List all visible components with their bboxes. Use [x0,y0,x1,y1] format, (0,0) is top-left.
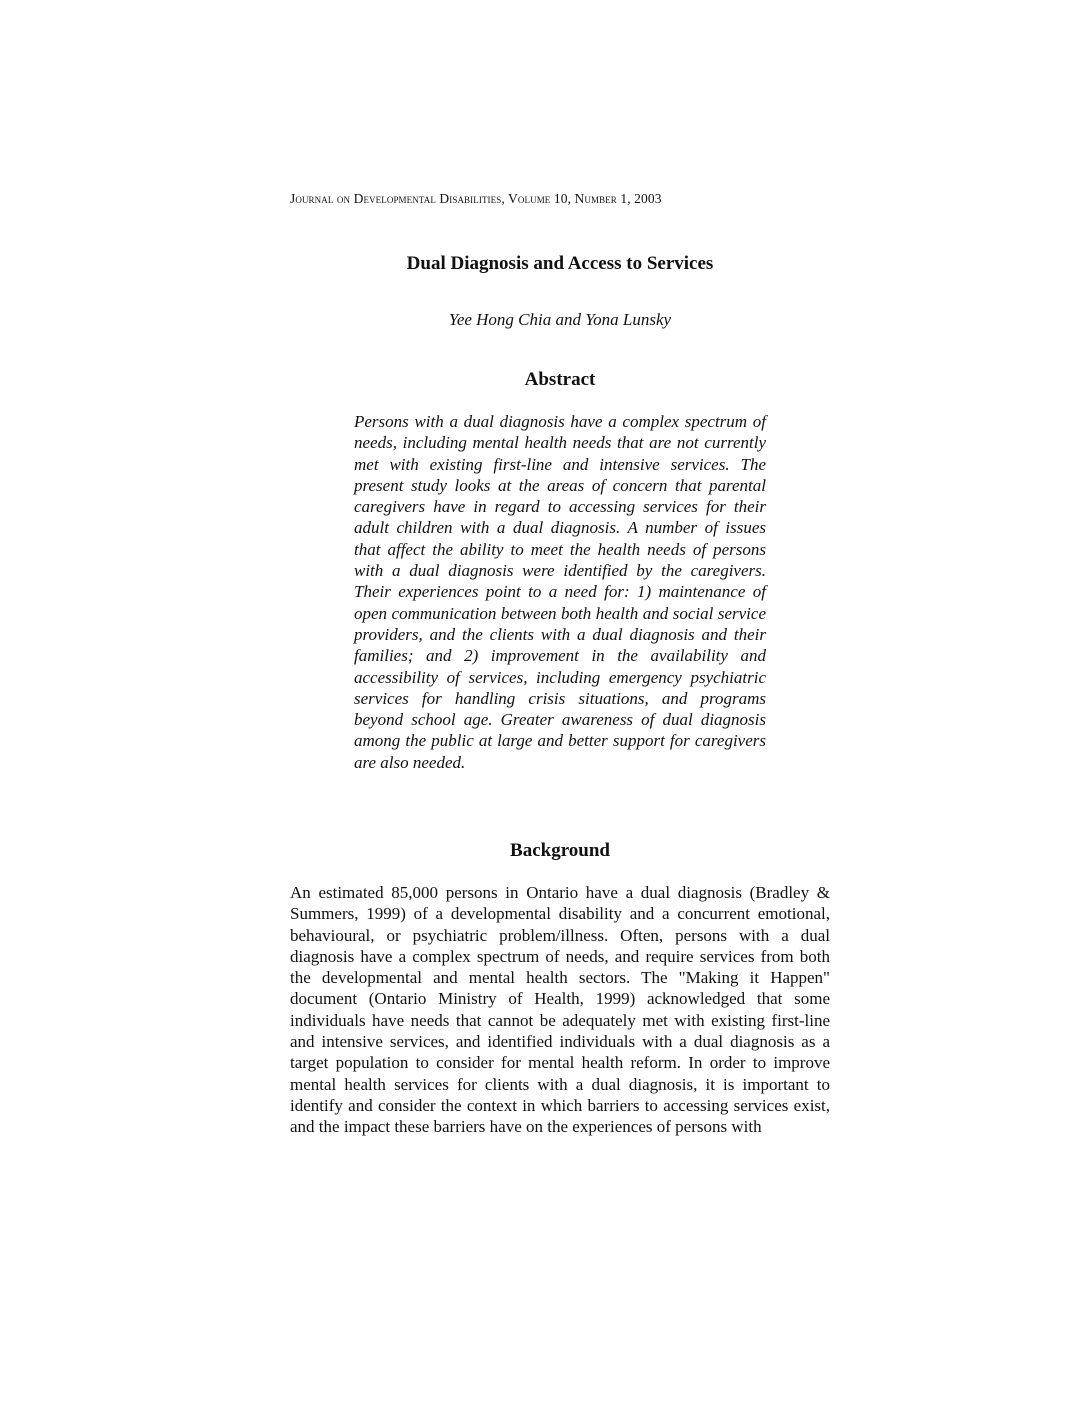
abstract-heading: Abstract [524,369,596,390]
article-title: Dual Diagnosis and Access to Services [406,253,714,274]
article-authors: Yee Hong Chia and Yona Lunsky [448,310,672,329]
background-paragraph: An estimated 85,000 persons in Ontario have a dual diagnosis (Bradley & Summers, 1999) of a developmental disability and a concurrent emotional, behavioural, or psychiatric problem/illness. Often, persons with a dual diagnosis have a complex spectrum of needs, and require services from both the developmental and mental health sectors. The "Making it Happen" document (Ontario Ministry of Health, 1999) acknowledged that some individuals have needs that cannot be adequately met with existing first-line and intensive services, and identified individuals with a dual diagnosis as a target population to consider for mental health reform. In order to improve mental health services for clients with a dual diagnosis, it is important to identify and consider the context in which barriers to accessing services exist, and the impact these barriers have on the experiences of persons with [290,883,830,1137]
abstract-text: Persons with a dual diagnosis have a complex spectrum of needs, including mental health needs that are not currently met with existing first-line and intensive services. The present study looks at the areas of concern that parental caregivers have in regard to accessing services for their adult children with a dual diagnosis. A number of issues that affect the ability to meet the health needs of persons with a dual diagnosis were identified by the caregivers. Their experiences point to a need for: 1) maintenance of open communication between both health and social service providers, and the clients with a dual diagnosis and their families; and 2) improvement in the availability and accessibility of services, including emergency psychiatric services for handling crisis situations, and programs beyond school age. Greater awareness of dual diagnosis among the public at large and better support for caregivers are also needed. [354,412,766,772]
running-header: Journal on Developmental Disabilities, Volume 10, Number 1, 2003 [290,191,662,206]
background-heading: Background [510,840,610,861]
